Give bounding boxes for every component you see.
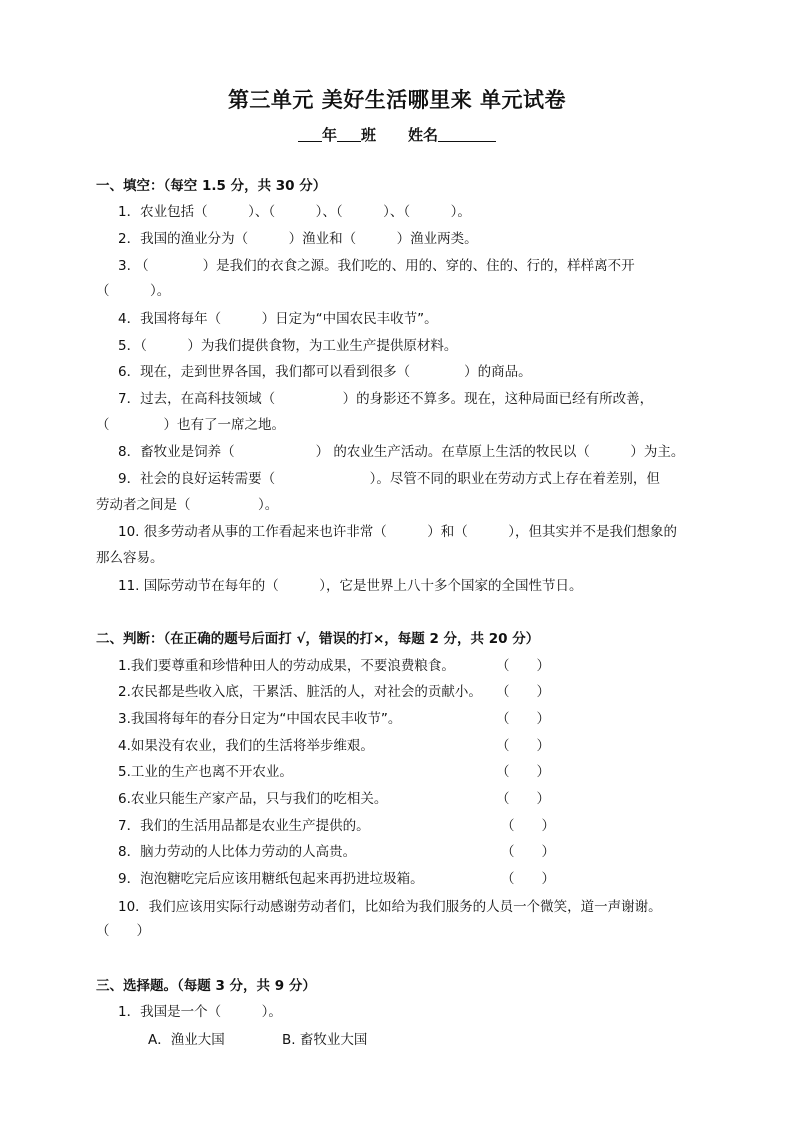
fill-question-10-cont: 那么容易。 (96, 550, 164, 566)
fill-question-3: 3. （ ）是我们的衣食之源。我们吃的、用的、穿的、住的、行的，样样离不开 (118, 258, 635, 274)
name-label: 姓名 (408, 126, 439, 144)
judge-answer-bracket[interactable]: （ ） (96, 923, 150, 939)
judge-answer-bracket[interactable]: （ ） (501, 871, 555, 887)
name-blank[interactable] (438, 127, 496, 142)
fill-question-3-cont: （ ）。 (96, 283, 171, 299)
judge-question-6 (118, 790, 698, 808)
judge-question-text: 8．脑力劳动的人比体力劳动的人高贵。 (118, 844, 357, 860)
judge-question-8 (118, 843, 698, 861)
fill-question-2: 2．我国的渔业分为（ ）渔业和（ ）渔业两类。 (118, 231, 478, 247)
judge-answer-bracket[interactable]: （ ） (501, 818, 555, 834)
fill-question-6: 6．现在，走到世界各国，我们都可以看到很多（ ）的商品。 (118, 364, 532, 380)
judge-question-1 (118, 657, 698, 675)
judge-question-3 (118, 710, 698, 728)
judge-question-text: 4.如果没有农业，我们的生活将举步维艰。 (118, 738, 374, 754)
judge-answer-bracket[interactable]: （ ） (496, 658, 550, 674)
choice-option-b[interactable]: B. 畜牧业大国 (282, 1032, 368, 1048)
judge-answer-bracket[interactable]: （ ） (496, 684, 550, 700)
judge-question-text: 3.我国将每年的春分日定为“中国农民丰收节”。 (118, 711, 402, 727)
judge-question-10: 10．我们应该用实际行动感谢劳动者们，比如给为我们服务的人员一个微笑，道一声谢谢。 (118, 899, 662, 915)
section-2-heading: 二、判断：（在正确的题号后面打 √，错误的打×，每题 2 分，共 20 分） (96, 631, 540, 647)
judge-answer-bracket[interactable]: （ ） (496, 764, 550, 780)
judge-question-2 (118, 683, 698, 701)
judge-answer-bracket[interactable]: （ ） (496, 791, 550, 807)
page-title: 第三单元 美好生活哪里来 单元试卷 (227, 88, 567, 112)
section-1-heading: 一、填空：（每空 1.5 分，共 30 分） (96, 178, 327, 194)
fill-question-1: 1．农业包括（ ）、（ ）、（ ）、（ ）。 (118, 204, 471, 220)
class-label: 班 (360, 126, 376, 144)
fill-question-9-cont: 劳动者之间是（ ）。 (96, 497, 279, 513)
judge-question-text: 2.农民都是些收入底，干累活、脏活的人，对社会的贡献小。 (118, 684, 482, 700)
class-blank[interactable] (337, 127, 361, 142)
fill-question-11: 11. 国际劳动节在每年的（ ），它是世界上八十多个国家的全国性节日。 (118, 578, 583, 594)
choice-option-a[interactable]: A．渔业大国 (148, 1032, 225, 1048)
fill-question-9: 9．社会的良好运转需要（ ）。尽管不同的职业在劳动方式上存在着差别，但 (118, 471, 660, 487)
grade-label: 年 (321, 126, 337, 144)
judge-question-text: 9．泡泡糖吃完后应该用糖纸包起来再扔进垃圾箱。 (118, 871, 424, 887)
judge-question-text: 6.农业只能生产家产品，只与我们的吃相关。 (118, 791, 388, 807)
judge-question-text: 5.工业的生产也离不开农业。 (118, 764, 293, 780)
fill-question-8: 8．畜牧业是饲养（ ） 的农业生产活动。在草原上生活的牧民以（ ）为主。 (118, 444, 685, 460)
section-3-heading: 三、选择题。（每题 3 分，共 9 分） (96, 978, 316, 994)
judge-question-text: 7．我们的生活用品都是农业生产提供的。 (118, 818, 370, 834)
judge-question-7 (118, 817, 698, 835)
judge-question-text: 1.我们要尊重和珍惜种田人的劳动成果，不要浪费粮食。 (118, 658, 455, 674)
fill-question-5: 5．（ ）为我们提供食物，为工业生产提供原材料。 (118, 338, 458, 354)
judge-answer-bracket[interactable]: （ ） (496, 738, 550, 754)
choice-question-1: 1．我国是一个（ ）。 (118, 1004, 282, 1020)
grade-blank[interactable] (298, 127, 322, 142)
judge-answer-bracket[interactable]: （ ） (501, 844, 555, 860)
judge-question-4 (118, 737, 698, 755)
fill-question-4: 4．我国将每年（ ）日定为“中国农民丰收节”。 (118, 311, 438, 327)
judge-answer-bracket[interactable]: （ ） (496, 711, 550, 727)
judge-question-9 (118, 870, 698, 888)
student-info-line (0, 124, 794, 145)
judge-question-5 (118, 763, 698, 781)
fill-question-7-cont: （ ）也有了一席之地。 (96, 417, 285, 433)
fill-question-10: 10. 很多劳动者从事的工作看起来也许非常（ ）和（ ），但其实并不是我们想象的 (118, 524, 678, 540)
fill-question-7: 7．过去，在高科技领域（ ）的身影还不算多。现在，这种局面已经有所改善， (118, 391, 654, 407)
